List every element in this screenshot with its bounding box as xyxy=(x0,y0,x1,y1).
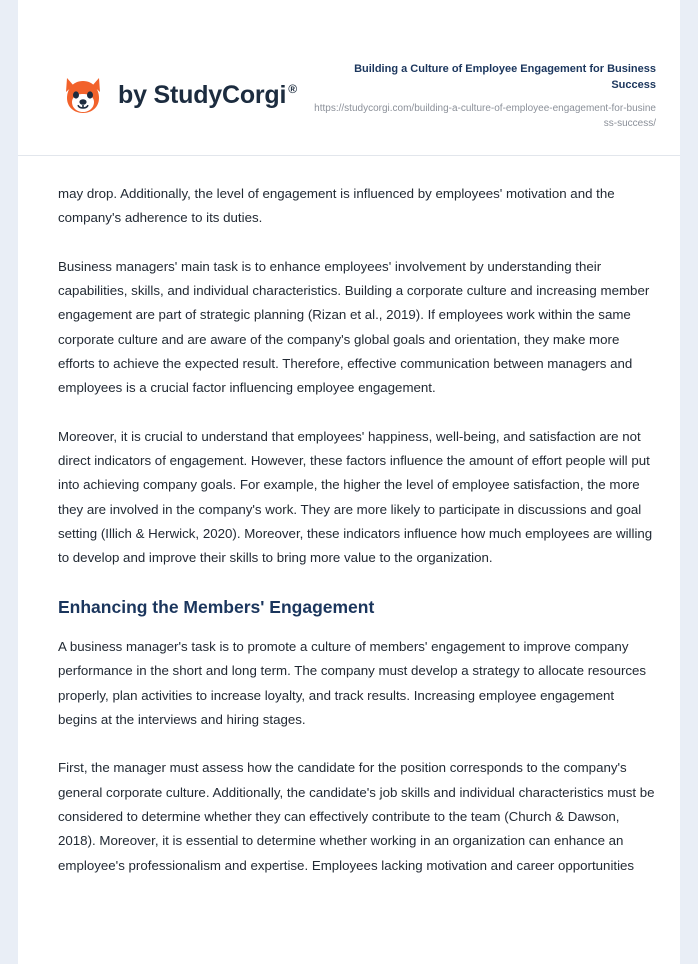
document-sheet xyxy=(18,0,680,964)
registered-mark: ® xyxy=(288,82,297,97)
page-right-margin xyxy=(680,0,698,964)
paragraph: Moreover, it is crucial to understand that employees' happiness, well-being, and satisfaction are not direct indicators of engagement. However, these factors influence the amount of effort people will put into achieving company goals. For example, the higher the level of employee satisfaction, the more they are involved in the company's work. They are more likely to participate in discussions and goal setting (Illich & Herwick, 2020). Moreover, these indicators influence how much employees are willing to develop and improve their skills to bring more value to the organization. xyxy=(58,428,653,566)
paragraph: Business managers' main task is to enhance employees' involvement by understanding their capabilities, skills, and individual characteristics. Building a corporate culture and increasing member engagement are part of strategic planning (Rizan et al., 2019). If employees work within the same corporate culture and are aware of the company's global goals and orientation, they make more efforts to achieve the expected result. Therefore, effective communication between managers and employees is a crucial factor influencing employee engagement. xyxy=(58,258,650,396)
brand-block xyxy=(60,72,297,118)
paragraph: First, the manager must assess how the candidate for the position corresponds to the company's general corporate culture. Additionally, the candidate's job skills and individual characteristics must be considered to determine whether they can effectively contribute to the team (Church & Dawson, 2018). Moreover, it is essential to determine whether working in an organization can enhance an employee's professionalism and expertise. Employees lacking motivation and career opportunities xyxy=(58,760,655,873)
brand-name-text: by StudyCorgi xyxy=(118,80,287,109)
page-title: Building a Culture of Employee Engagement for Business Success xyxy=(354,63,656,91)
page-left-margin xyxy=(0,0,18,964)
document-header xyxy=(18,0,680,156)
document-meta xyxy=(311,62,656,131)
brand-name xyxy=(118,81,297,110)
paragraph: may drop. Additionally, the level of engagement is influenced by employees' motivation and the company's adherence to its duties. xyxy=(58,186,615,226)
source-url[interactable]: https://studycorgi.com/building-a-culture-of-employee-engagement-for-business-success/ xyxy=(314,102,656,129)
document-body xyxy=(18,156,680,878)
corgi-fox-head-icon xyxy=(60,72,106,118)
paragraph: A business manager's task is to promote a culture of members' engagement to improve company performance in the short and long term. The company must develop a strategy to allocate resources properly, plan activities to increase loyalty, and track results. Increasing employee engagement begins at the interviews and hiring stages. xyxy=(58,639,647,728)
section-heading: Enhancing the Members' Engagement xyxy=(58,596,375,617)
